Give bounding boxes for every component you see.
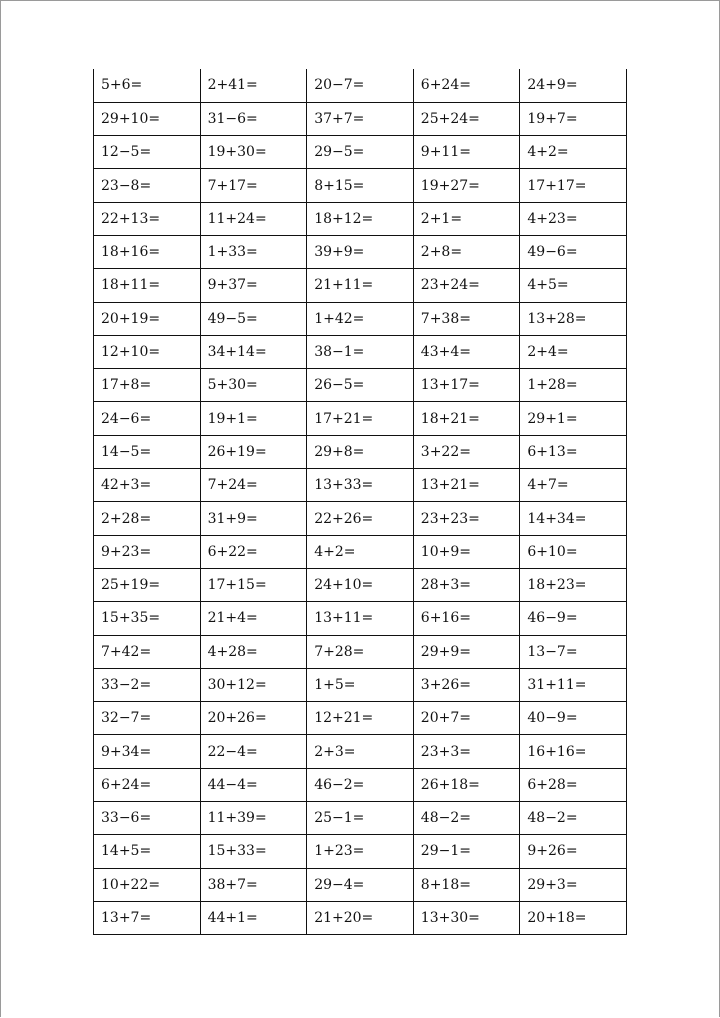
problem-cell: 14+5=: [94, 835, 201, 868]
problem-cell: 9+26=: [520, 835, 627, 868]
problem-cell: 4+2=: [307, 535, 414, 568]
problem-cell: 14+34=: [520, 502, 627, 535]
problem-cell: 2+41=: [200, 69, 307, 102]
table-row: [94, 768, 627, 801]
problem-cell: 20+18=: [520, 901, 627, 934]
problem-cell: 24+10=: [307, 568, 414, 601]
problem-cell: 21+20=: [307, 901, 414, 934]
problem-cell: 34+14=: [200, 335, 307, 368]
problem-cell: 48−2=: [520, 802, 627, 835]
problem-cell: 23+24=: [413, 269, 520, 302]
problem-cell: 1+5=: [307, 668, 414, 701]
problem-cell: 22−4=: [200, 735, 307, 768]
table-row: [94, 69, 627, 102]
problem-cell: 24−6=: [94, 402, 201, 435]
table-row: [94, 369, 627, 402]
problem-cell: 18+23=: [520, 568, 627, 601]
problem-cell: 22+26=: [307, 502, 414, 535]
table-row: [94, 435, 627, 468]
problem-cell: 16+16=: [520, 735, 627, 768]
problem-cell: 9+34=: [94, 735, 201, 768]
problem-cell: 30+12=: [200, 668, 307, 701]
problem-cell: 44+1=: [200, 901, 307, 934]
problem-cell: 26+19=: [200, 435, 307, 468]
problem-cell: 13−7=: [520, 635, 627, 668]
table-row: [94, 802, 627, 835]
problem-cell: 1+33=: [200, 235, 307, 268]
problem-cell: 33−2=: [94, 668, 201, 701]
problem-cell: 8+18=: [413, 868, 520, 901]
problem-cell: 29+1=: [520, 402, 627, 435]
table-row: [94, 835, 627, 868]
problem-cell: 49−5=: [200, 302, 307, 335]
problem-cell: 12+21=: [307, 702, 414, 735]
problem-cell: 3+26=: [413, 668, 520, 701]
table-row: [94, 402, 627, 435]
problem-cell: 31+9=: [200, 502, 307, 535]
problem-cell: 42+3=: [94, 469, 201, 502]
problem-cell: 19+30=: [200, 136, 307, 169]
problem-cell: 21+4=: [200, 602, 307, 635]
problem-cell: 24+9=: [520, 69, 627, 102]
problem-cell: 43+4=: [413, 335, 520, 368]
table-row: [94, 702, 627, 735]
problem-cell: 4+7=: [520, 469, 627, 502]
problem-cell: 23+3=: [413, 735, 520, 768]
table-row: [94, 901, 627, 934]
problem-cell: 19+7=: [520, 102, 627, 135]
problem-cell: 12+10=: [94, 335, 201, 368]
problem-cell: 5+6=: [94, 69, 201, 102]
table-row: [94, 535, 627, 568]
problem-cell: 31−6=: [200, 102, 307, 135]
problem-cell: 29+8=: [307, 435, 414, 468]
problem-cell: 11+24=: [200, 202, 307, 235]
problem-cell: 18+12=: [307, 202, 414, 235]
problem-cell: 38−1=: [307, 335, 414, 368]
problem-cell: 19+1=: [200, 402, 307, 435]
problem-cell: 49−6=: [520, 235, 627, 268]
problem-cell: 6+10=: [520, 535, 627, 568]
problem-cell: 10+9=: [413, 535, 520, 568]
problem-cell: 7+28=: [307, 635, 414, 668]
problem-cell: 46−2=: [307, 768, 414, 801]
problem-cell: 7+42=: [94, 635, 201, 668]
problem-cell: 17+17=: [520, 169, 627, 202]
problem-cell: 20+19=: [94, 302, 201, 335]
problem-cell: 29−1=: [413, 835, 520, 868]
problem-cell: 17+21=: [307, 402, 414, 435]
problem-cell: 38+7=: [200, 868, 307, 901]
problem-cell: 4+5=: [520, 269, 627, 302]
problem-cell: 6+22=: [200, 535, 307, 568]
problem-cell: 17+8=: [94, 369, 201, 402]
problem-cell: 2+1=: [413, 202, 520, 235]
table-row: [94, 302, 627, 335]
problem-cell: 40−9=: [520, 702, 627, 735]
problem-cell: 18+11=: [94, 269, 201, 302]
problem-cell: 29+10=: [94, 102, 201, 135]
problem-cell: 13+11=: [307, 602, 414, 635]
problem-cell: 29+3=: [520, 868, 627, 901]
problem-cell: 13+33=: [307, 469, 414, 502]
table-row: [94, 235, 627, 268]
problem-cell: 26−5=: [307, 369, 414, 402]
problem-cell: 13+28=: [520, 302, 627, 335]
table-row: [94, 668, 627, 701]
problem-cell: 5+30=: [200, 369, 307, 402]
problem-cell: 9+23=: [94, 535, 201, 568]
problem-cell: 31+11=: [520, 668, 627, 701]
table-row: [94, 136, 627, 169]
problem-cell: 4+23=: [520, 202, 627, 235]
problem-cell: 1+23=: [307, 835, 414, 868]
table-row: [94, 735, 627, 768]
problem-cell: 7+17=: [200, 169, 307, 202]
problem-cell: 15+35=: [94, 602, 201, 635]
problem-cell: 29−5=: [307, 136, 414, 169]
problem-cell: 13+17=: [413, 369, 520, 402]
problem-cell: 46−9=: [520, 602, 627, 635]
arithmetic-worksheet-table: [93, 69, 627, 935]
problem-cell: 20+7=: [413, 702, 520, 735]
problem-cell: 29+9=: [413, 635, 520, 668]
problem-cell: 6+13=: [520, 435, 627, 468]
problem-cell: 12−5=: [94, 136, 201, 169]
problem-cell: 25+19=: [94, 568, 201, 601]
problem-cell: 23−8=: [94, 169, 201, 202]
problem-cell: 9+11=: [413, 136, 520, 169]
problem-cell: 25+24=: [413, 102, 520, 135]
problem-cell: 4+28=: [200, 635, 307, 668]
table-row: [94, 202, 627, 235]
worksheet-body: [94, 69, 627, 935]
problem-cell: 13+7=: [94, 901, 201, 934]
problem-cell: 37+7=: [307, 102, 414, 135]
problem-cell: 20+26=: [200, 702, 307, 735]
problem-cell: 18+21=: [413, 402, 520, 435]
problem-cell: 9+37=: [200, 269, 307, 302]
problem-cell: 7+24=: [200, 469, 307, 502]
problem-cell: 1+28=: [520, 369, 627, 402]
problem-cell: 10+22=: [94, 868, 201, 901]
problem-cell: 2+4=: [520, 335, 627, 368]
table-row: [94, 868, 627, 901]
table-row: [94, 102, 627, 135]
problem-cell: 6+24=: [413, 69, 520, 102]
problem-cell: 2+28=: [94, 502, 201, 535]
problem-cell: 13+30=: [413, 901, 520, 934]
table-row: [94, 568, 627, 601]
problem-cell: 18+16=: [94, 235, 201, 268]
table-row: [94, 469, 627, 502]
problem-cell: 19+27=: [413, 169, 520, 202]
problem-cell: 8+15=: [307, 169, 414, 202]
problem-cell: 3+22=: [413, 435, 520, 468]
problem-cell: 11+39=: [200, 802, 307, 835]
problem-cell: 2+8=: [413, 235, 520, 268]
problem-cell: 32−7=: [94, 702, 201, 735]
problem-cell: 7+38=: [413, 302, 520, 335]
problem-cell: 15+33=: [200, 835, 307, 868]
problem-cell: 13+21=: [413, 469, 520, 502]
problem-cell: 22+13=: [94, 202, 201, 235]
table-row: [94, 502, 627, 535]
table-row: [94, 602, 627, 635]
problem-cell: 1+42=: [307, 302, 414, 335]
problem-cell: 33−6=: [94, 802, 201, 835]
problem-cell: 4+2=: [520, 136, 627, 169]
problem-cell: 17+15=: [200, 568, 307, 601]
problem-cell: 21+11=: [307, 269, 414, 302]
problem-cell: 20−7=: [307, 69, 414, 102]
problem-cell: 48−2=: [413, 802, 520, 835]
problem-cell: 25−1=: [307, 802, 414, 835]
table-row: [94, 335, 627, 368]
problem-cell: 26+18=: [413, 768, 520, 801]
table-row: [94, 269, 627, 302]
problem-cell: 44−4=: [200, 768, 307, 801]
problem-cell: 6+28=: [520, 768, 627, 801]
problem-cell: 28+3=: [413, 568, 520, 601]
problem-cell: 6+16=: [413, 602, 520, 635]
problem-cell: 6+24=: [94, 768, 201, 801]
table-row: [94, 635, 627, 668]
problem-cell: 23+23=: [413, 502, 520, 535]
problem-cell: 2+3=: [307, 735, 414, 768]
problem-cell: 14−5=: [94, 435, 201, 468]
problem-cell: 29−4=: [307, 868, 414, 901]
problem-cell: 39+9=: [307, 235, 414, 268]
table-row: [94, 169, 627, 202]
